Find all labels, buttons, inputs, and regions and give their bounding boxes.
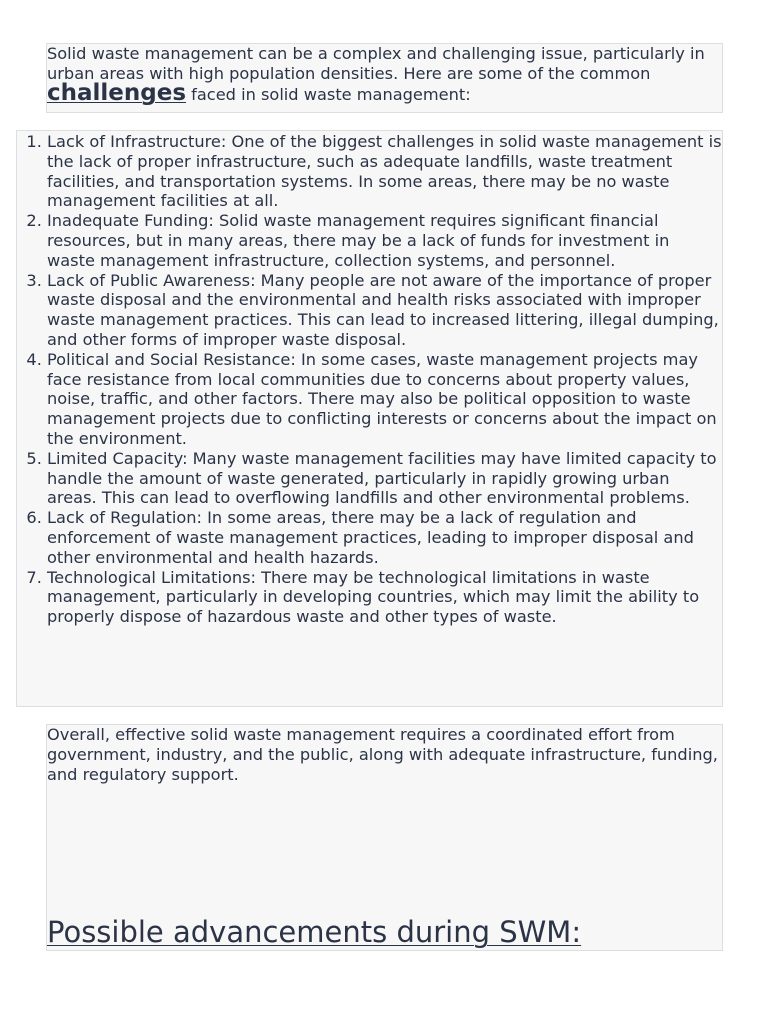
intro-text-before: Solid waste management can be a complex and challenging issue, particularly in urban areas with high population densities. Here are some of the common xyxy=(47,44,705,83)
list-item: 5. Limited Capacity: Many waste management facilities may have limited capacity to handle the amount of waste generated, particularly in rapidly growing urban areas. This can lead to overflowing landfills and other environmental problems. xyxy=(47,449,722,508)
list-item: 2. Inadequate Funding: Solid waste management requires significant financial resources, but in many areas, there may be a lack of funds for investment in waste management infrastructure, collection systems, and personnel. xyxy=(47,211,722,270)
summary-block xyxy=(46,724,723,951)
challenges-list xyxy=(17,132,722,627)
intro-text-after: faced in solid waste management: xyxy=(186,84,471,104)
summary-paragraph: Overall, effective solid waste management requires a coordinated effort from government, industry, and the public, along with adequate infrastructure, funding, and regulatory support. xyxy=(47,725,718,784)
list-item: 7. Technological Limitations: There may be technological limitations in waste management, particularly in developing countries, which may limit the ability to properly dispose of hazardous waste and other types of waste. xyxy=(47,568,722,627)
list-item: 3. Lack of Public Awareness: Many people are not aware of the importance of proper waste disposal and the environmental and health risks associated with improper waste management practices. This can lead to increased littering, illegal dumping, and other forms of improper waste disposal. xyxy=(47,271,722,350)
intro-paragraph xyxy=(47,44,722,104)
list-item: 6. Lack of Regulation: In some areas, there may be a lack of regulation and enforcement of waste management practices, leading to improper disposal and other environmental and health hazards. xyxy=(47,508,722,567)
challenges-emphasis: challenges xyxy=(47,79,187,106)
list-item: 4. Political and Social Resistance: In some cases, waste management projects may face resistance from local communities due to concerns about property values, noise, traffic, and other factors. There may also be political opposition to waste management projects due to conflicting interests or concerns about the impact on the environment. xyxy=(47,350,722,449)
advancements-heading: Possible advancements during SWM: xyxy=(47,915,582,949)
list-item: 1. Lack of Infrastructure: One of the biggest challenges in solid waste management is the lack of proper infrastructure, such as adequate landfills, waste treatment facilities, and transportation systems. In some areas, there may be no waste management facilities at all. xyxy=(47,132,722,211)
intro-block xyxy=(46,43,723,113)
challenges-list-block xyxy=(16,130,723,707)
